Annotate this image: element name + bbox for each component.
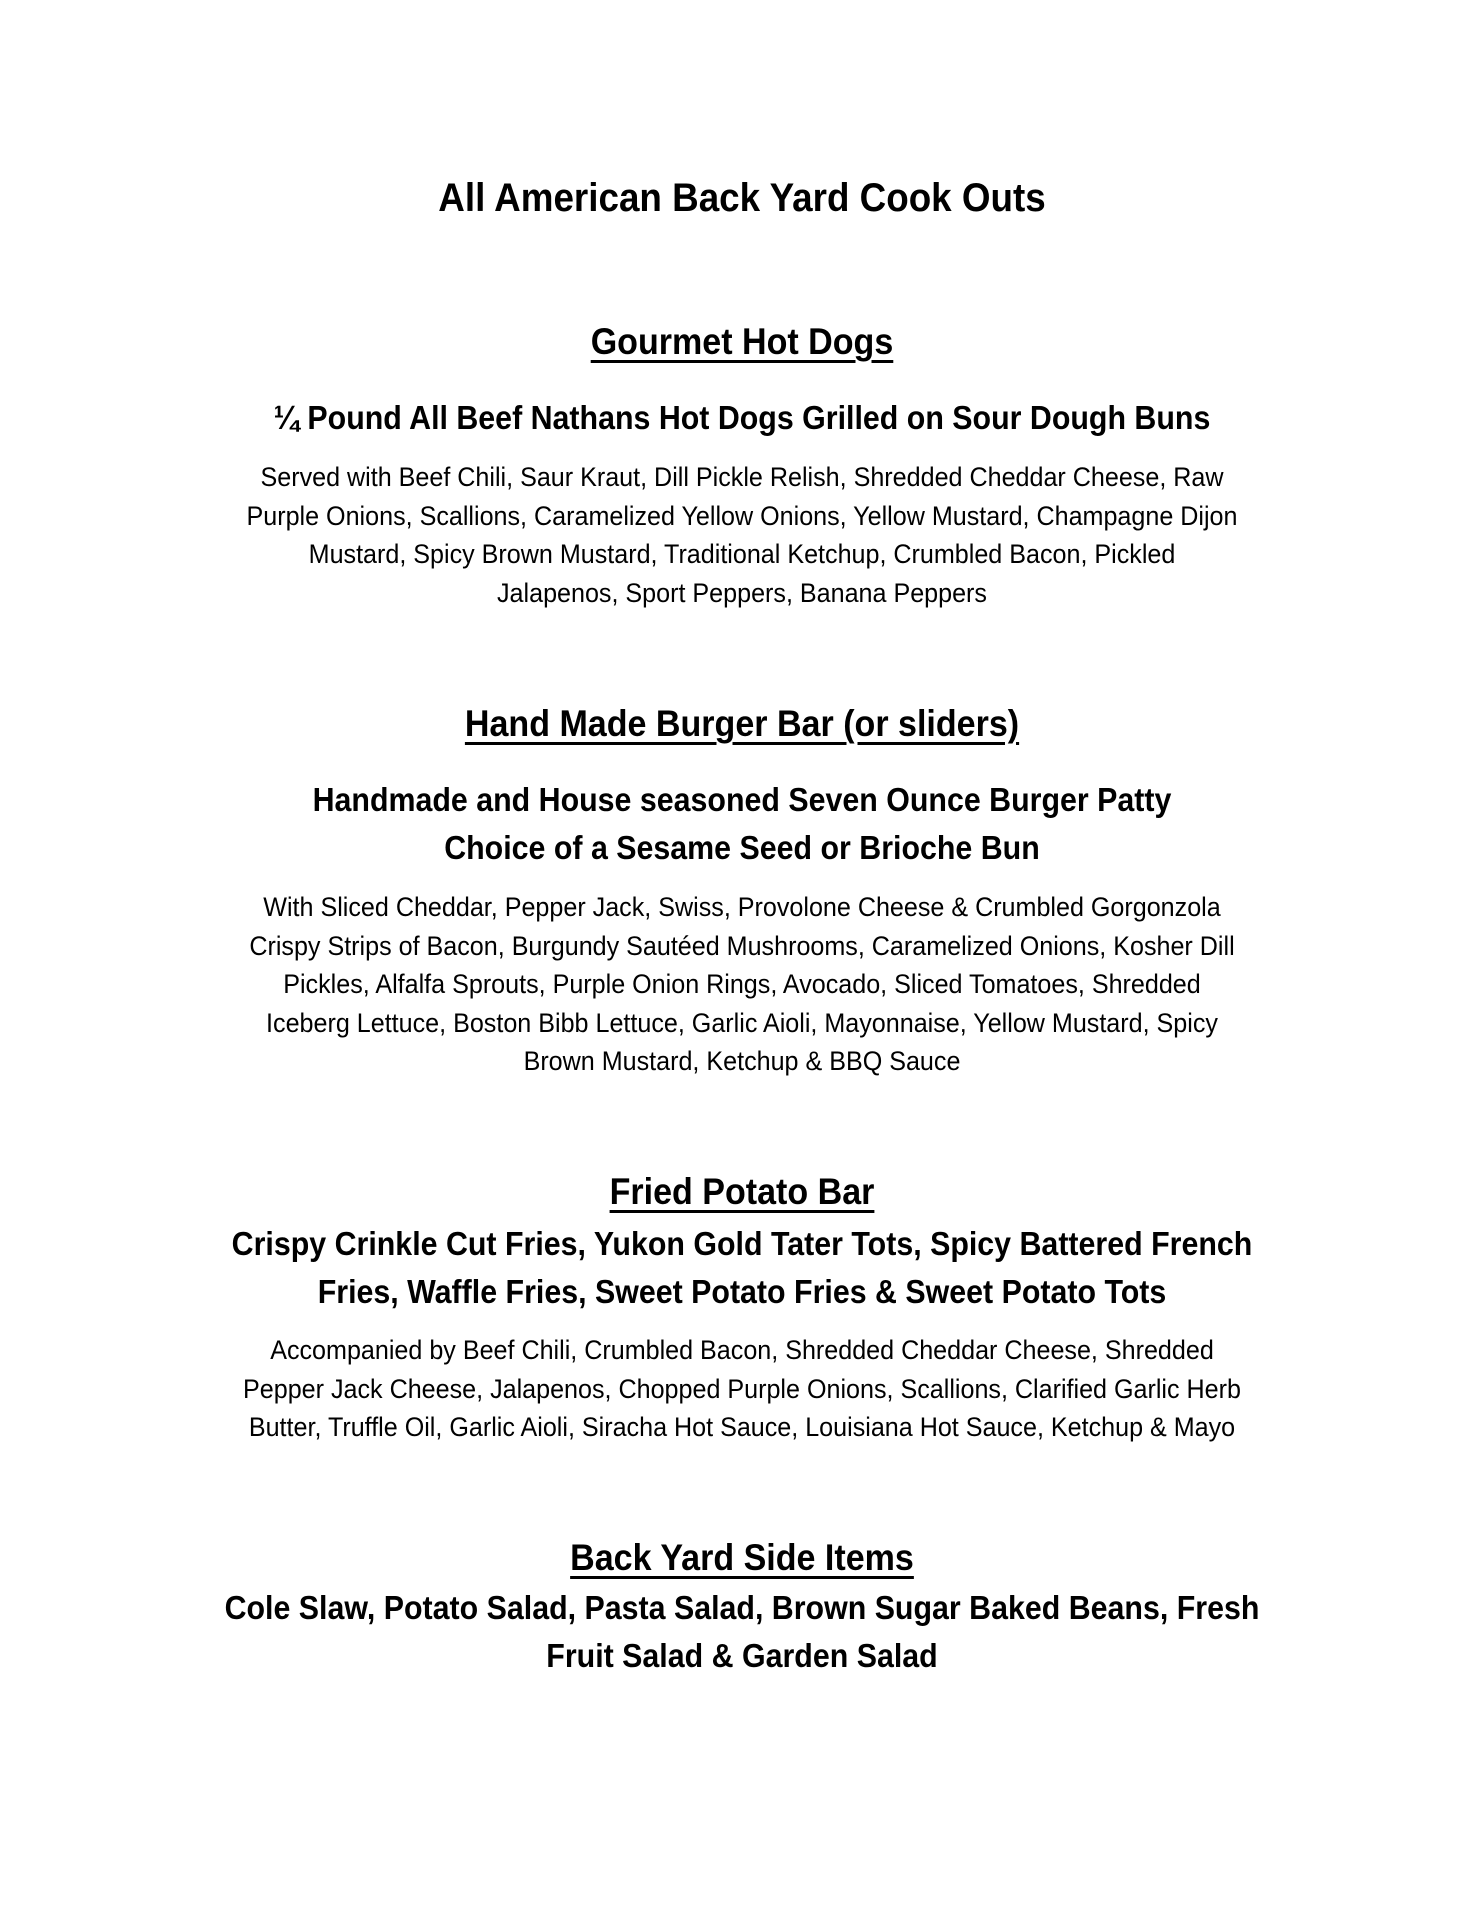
description-line: Iceberg Lettuce, Boston Bibb Lettuce, Garlic Aioli, Mayonnaise, Yellow Mustard, Spicy [266,1007,1218,1038]
section-description-hot-dogs [201,458,1284,612]
section-subheading-burger-bar [207,776,1278,872]
description-line: Pickles, Alfalfa Sprouts, Purple Onion Rings, Avocado, Sliced Tomatoes, Shredded [283,969,1201,999]
description-line: Accompanied by Beef Chili, Crumbled Bacon, Shredded Cheddar Cheese, Shredded [270,1335,1214,1365]
section-subheading-potato-bar [207,1220,1278,1316]
section-heading-burger-bar: Hand Made Burger Bar (or sliders) [464,703,1020,744]
section-heading-hot-dogs: Gourmet Hot Dogs [590,321,894,362]
section-heading-potato-bar: Fried Potato Bar [609,1171,875,1212]
section-description-potato-bar [201,1331,1284,1447]
page-title: All American Back Yard Cook Outs [438,176,1046,220]
description-line: With Sliced Cheddar, Pepper Jack, Swiss, Provolone Cheese & Crumbled Gorgonzola [263,892,1221,922]
subheading-line: Fries, Waffle Fries, Sweet Potato Fries & Sweet Potato Tots [317,1273,1167,1310]
subheading-line: Handmade and House seasoned Seven Ounce Burger Patty [312,781,1172,818]
subheading-line: ¼ Pound All Beef Nathans Hot Dogs Grilled on Sour Dough Buns [273,399,1211,436]
subheading-line: Fruit Salad & Garden Salad [546,1637,938,1674]
description-line: Butter, Truffle Oil, Garlic Aioli, Siracha Hot Sauce, Louisiana Hot Sauce, Ketchup & Mayo [248,1412,1236,1442]
description-line: Crispy Strips of Bacon, Burgundy Sautéed Mushrooms, Caramelized Onions, Kosher Dill [249,930,1235,961]
section-subheading-side-items [207,1584,1278,1680]
subheading-line: Choice of a Sesame Seed or Brioche Bun [444,829,1040,866]
description-line: Pepper Jack Cheese, Jalapenos, Chopped Purple Onions, Scallions, Clarified Garlic Herb [243,1373,1241,1404]
description-line: Mustard, Spicy Brown Mustard, Traditional Ketchup, Crumbled Bacon, Pickled [308,539,1176,569]
section-subheading-hot-dogs [207,394,1278,442]
description-line: Served with Beef Chili, Saur Kraut, Dill Pickle Relish, Shredded Cheddar Cheese, Raw [260,462,1224,492]
section-heading-side-items: Back Yard Side Items [570,1537,914,1578]
subheading-line: Cole Slaw, Potato Salad, Pasta Salad, Brown Sugar Baked Beans, Fresh [224,1589,1260,1626]
section-description-burger-bar [201,888,1284,1081]
description-line: Jalapenos, Sport Peppers, Banana Peppers [497,577,987,608]
subheading-line: Crispy Crinkle Cut Fries, Yukon Gold Tater Tots, Spicy Battered French [231,1225,1253,1262]
description-line: Brown Mustard, Ketchup & BBQ Sauce [523,1046,961,1076]
description-line: Purple Onions, Scallions, Caramelized Yellow Onions, Yellow Mustard, Champagne Dijon [246,500,1238,531]
